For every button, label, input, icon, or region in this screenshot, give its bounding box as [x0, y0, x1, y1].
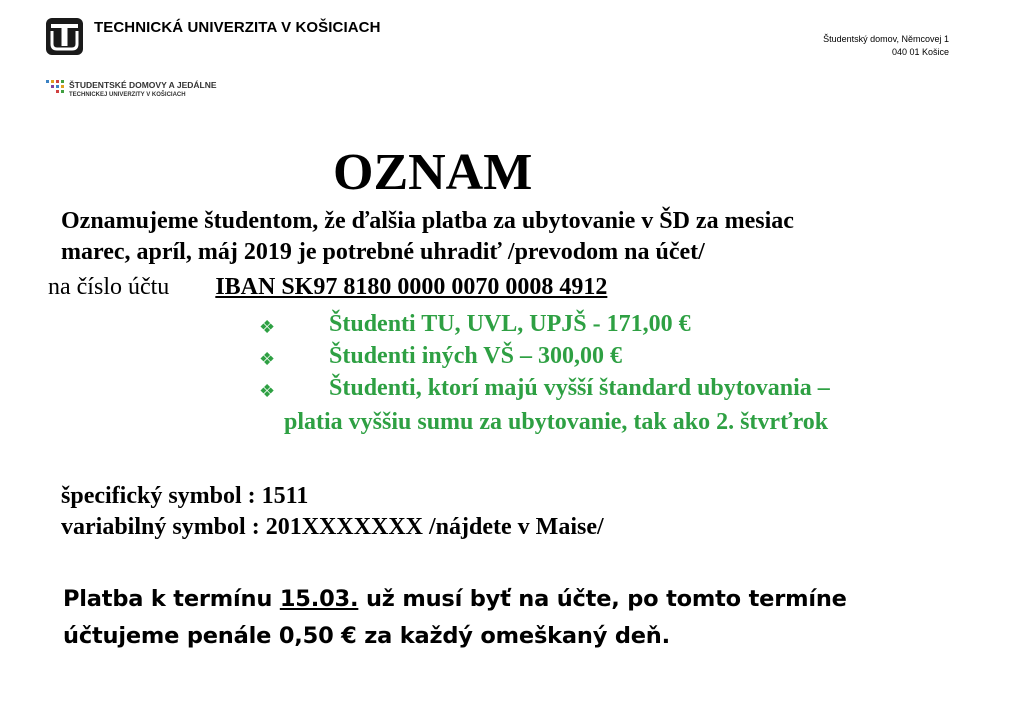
account-label: na číslo účtu	[48, 274, 170, 300]
payment-deadline	[63, 586, 847, 612]
payment-date: 15.03.	[279, 586, 359, 612]
account-line	[48, 273, 607, 302]
variable-symbol: variabilný symbol : 201XXXXXXX /nájdete v Maise/	[61, 514, 604, 540]
bullet-icon: ❖	[259, 381, 276, 401]
dorm-name-line-1: ŠTUDENTSKÉ DOMOVY A JEDÁLNE	[69, 80, 217, 90]
payment-text-post: už musí byť na účte, po tomto termíne	[358, 586, 847, 612]
bullet-icon: ❖	[259, 317, 276, 337]
bullet-item-tu: Študenti TU, UVL, UPJŠ - 171,00 €	[329, 311, 691, 337]
tu-logo	[46, 18, 83, 55]
bullet-item-higher-standard: Študenti, ktorí majú vyšší štandard ubytovania –	[329, 375, 830, 401]
specific-symbol: špecifický symbol : 1511	[61, 483, 309, 509]
intro-line-2: marec, apríl, máj 2019 je potrebné uhradiť /prevodom na účet/	[61, 239, 705, 265]
penalty-line: účtujeme penále 0,50 € za každý omeškaný deň.	[63, 623, 670, 649]
bullet-item-other: Študenti iných VŠ – 300,00 €	[329, 343, 622, 369]
bullet-icon: ❖	[259, 349, 276, 369]
intro-line-1: Oznamujeme študentom, že ďalšia platba za ubytovanie v ŠD za mesiac	[61, 208, 794, 234]
bullet-item-continuation: platia vyššiu sumu za ubytovanie, tak ako 2. štvrťrok	[284, 409, 829, 435]
iban-number: IBAN SK97 8180 0000 0070 0008 4912	[215, 274, 608, 300]
address-line-1: Študentský domov, Němcovej 1	[823, 34, 949, 44]
dorm-address	[823, 33, 949, 59]
dorm-name-line-2: TECHNICKEJ UNIVERZITY V KOŠICIACH	[69, 92, 186, 98]
notice-title: OZNAM	[333, 144, 533, 201]
payment-text-pre: Platba k termínu	[63, 586, 280, 612]
address-line-2: 040 01 Košice	[891, 47, 949, 57]
dorm-logo-dots-icon	[46, 80, 64, 96]
university-name: TECHNICKÁ UNIVERZITA V KOŠICIACH	[94, 19, 381, 36]
